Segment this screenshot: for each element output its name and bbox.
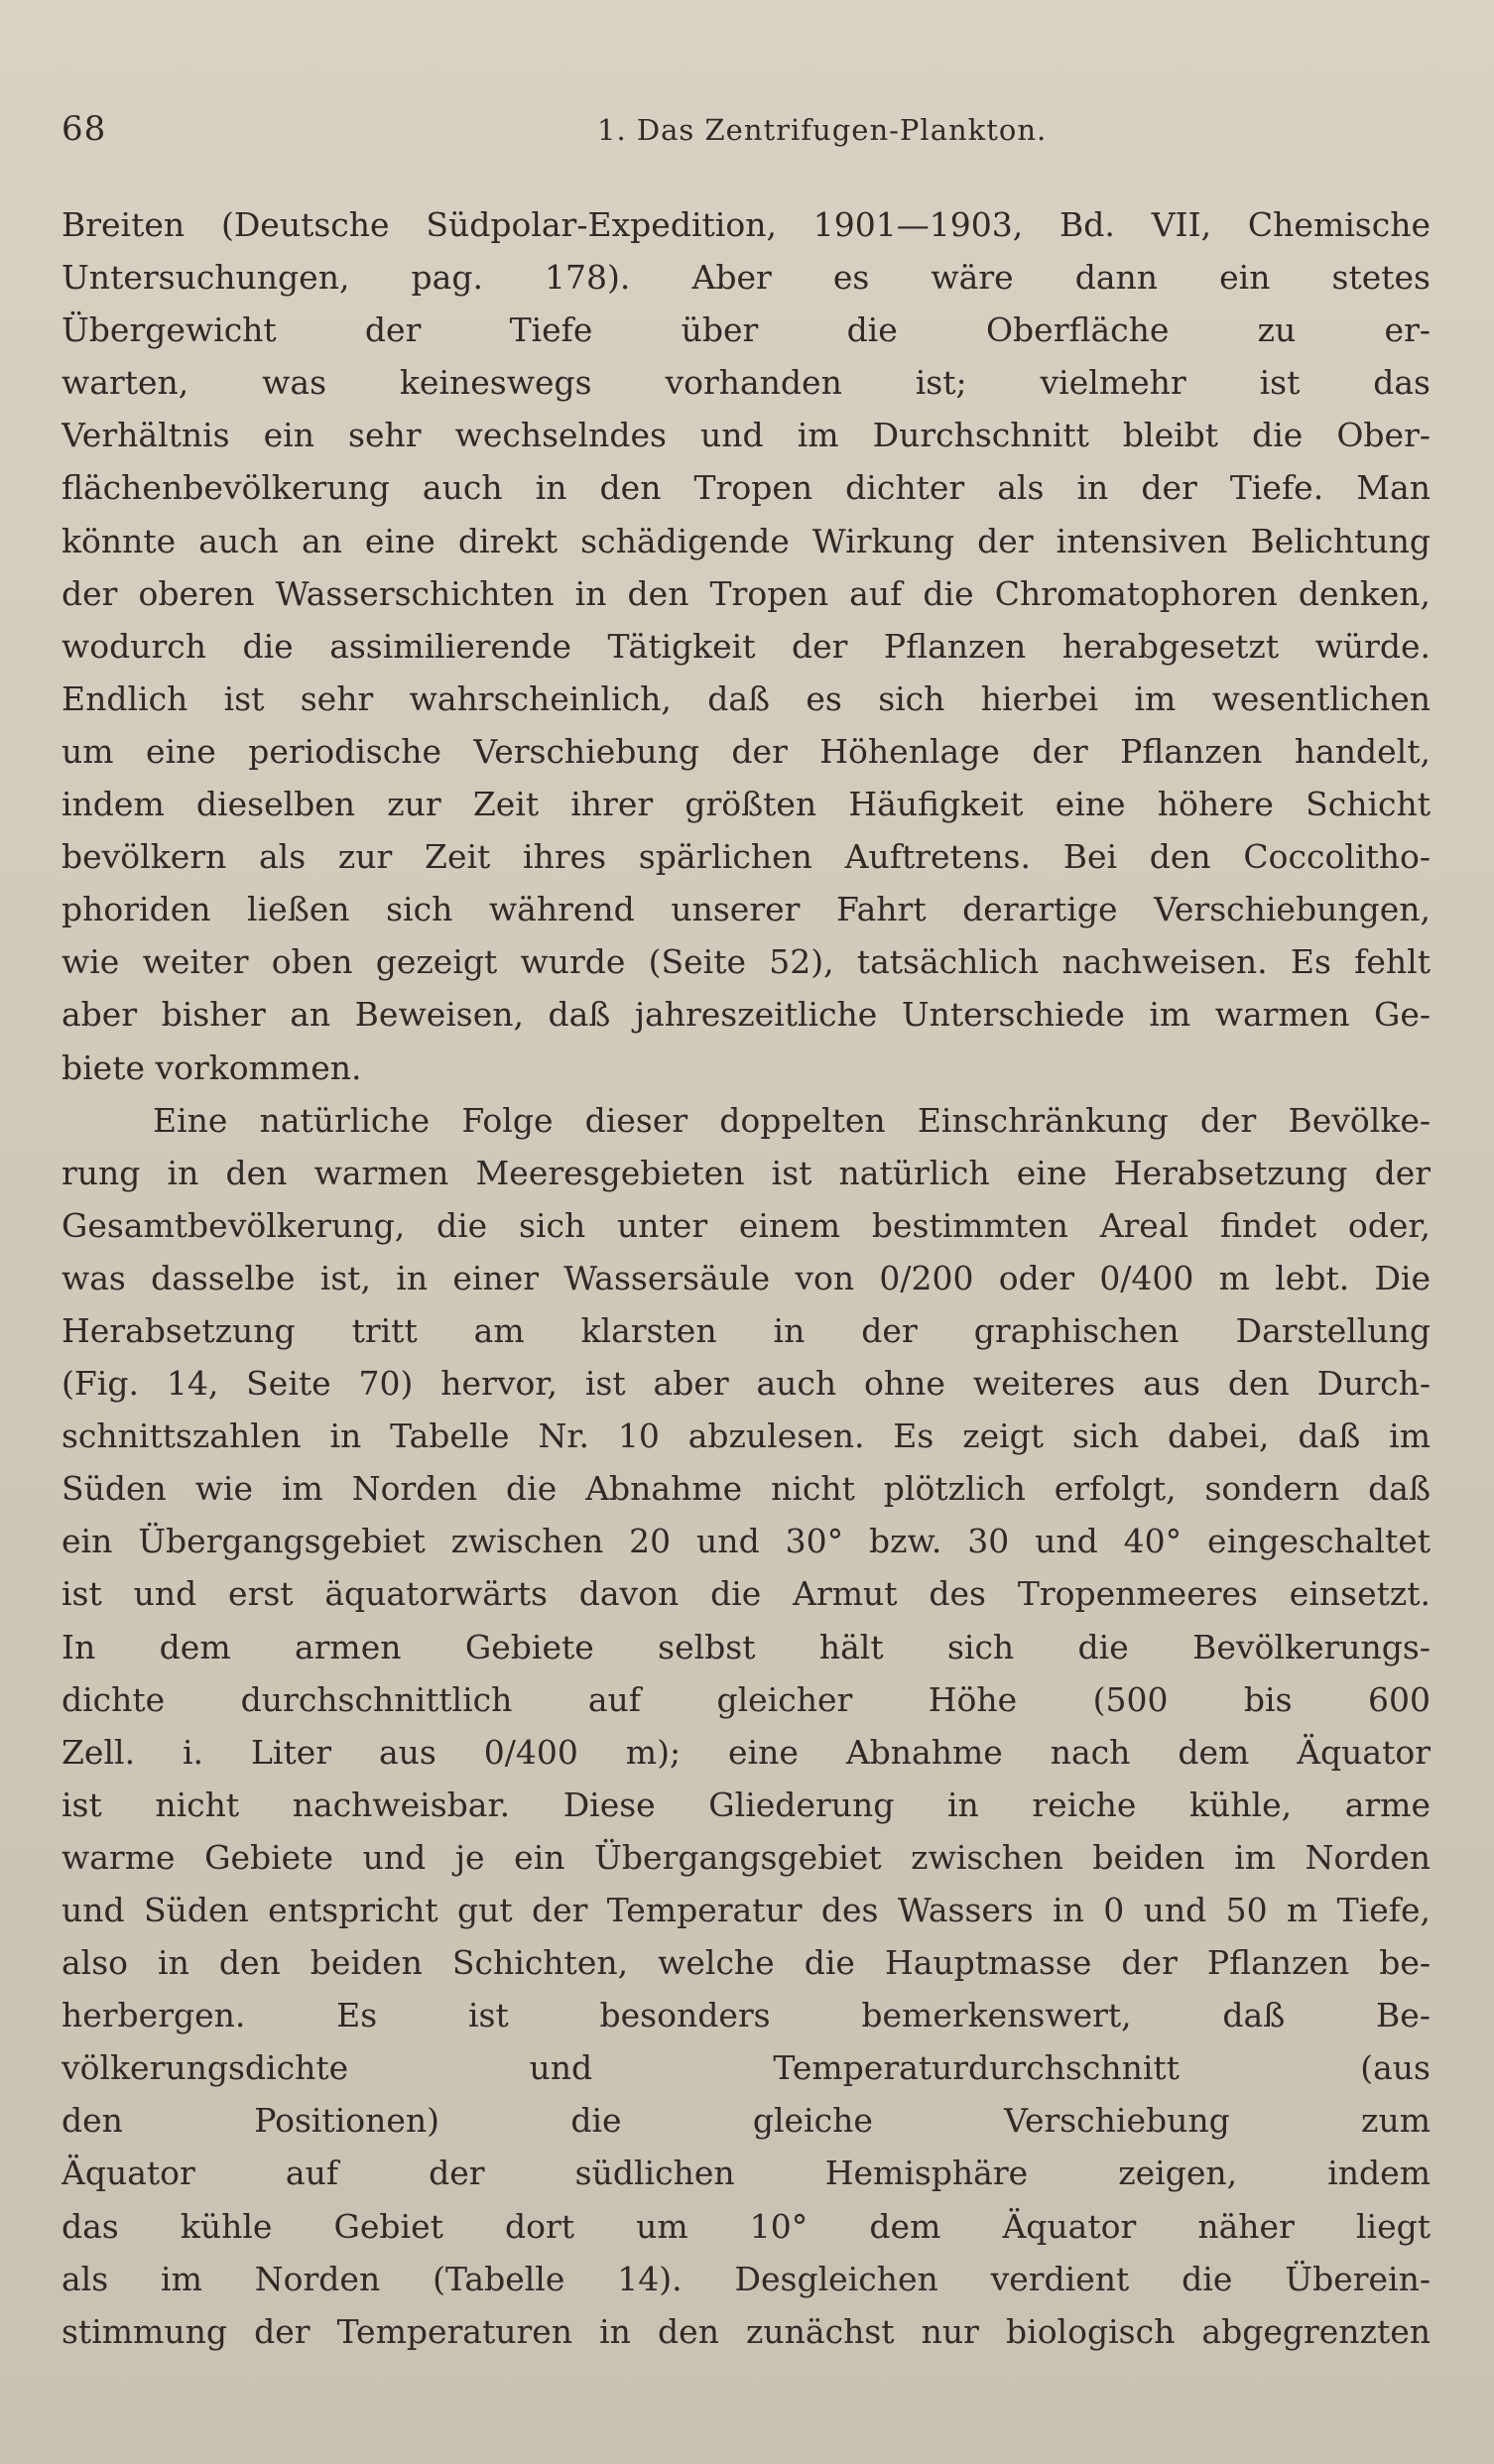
text-line: Verhältnis ein sehr wechselndes und im Durchschnitt bleibt die Ober- (62, 416, 1431, 455)
text-line: flächenbevölkerung auch in den Tropen dichter als in der Tiefe. Man (62, 468, 1431, 508)
page-number: 68 (62, 109, 107, 149)
text-line: ein Übergangsgebiet zwischen 20 und 30° bzw. 30 und 40° eingeschaltet (62, 1522, 1431, 1561)
running-title: 1. Das Zentrifugen-Plankton. (597, 113, 1048, 147)
text-line: rung in den warmen Meeresgebieten ist natürlich eine Herabsetzung der (62, 1153, 1431, 1192)
text-line: den Positionen) die gleiche Verschiebung zum (62, 2101, 1431, 2141)
text-line: Untersuchungen, pag. 178). Aber es wäre dann ein stetes (62, 258, 1431, 298)
text-line: In dem armen Gebiete selbst hält sich die Bevölkerungs- (62, 1627, 1431, 1666)
text-line: warme Gebiete und je ein Übergangsgebiet zwischen beiden im Norden (62, 1837, 1431, 1877)
text-line: als im Norden (Tabelle 14). Desgleichen verdient die Überein- (62, 2259, 1431, 2298)
text-line: phoriden ließen sich während unserer Fahrt derartige Verschiebungen, (62, 890, 1431, 929)
text-line: also in den beiden Schichten, welche die Hauptmasse der Pflanzen be- (62, 1943, 1431, 1983)
paragraph-start-line: Eine natürliche Folge dieser doppelten Einschränkung der Bevölke- (153, 1100, 1431, 1140)
text-line: herbergen. Es ist besonders bemerkenswert, daß Be- (62, 1996, 1431, 2035)
text-line: stimmung der Temperaturen in den zunächst nur biologisch abgegrenzten (62, 2311, 1431, 2351)
text-line: dichte durchschnittlich auf gleicher Höhe (500 bis 600 (62, 1679, 1431, 1719)
text-line: bevölkern als zur Zeit ihres spärlichen Auftretens. Bei den Coccolitho- (62, 837, 1431, 877)
text-line: der oberen Wasserschichten in den Tropen auf die Chromatophoren denken, (62, 573, 1431, 613)
text-line: (Fig. 14, Seite 70) hervor, ist aber auch ohne weiteres aus den Durch- (62, 1364, 1431, 1404)
text-line: wie weiter oben gezeigt wurde (Seite 52), tatsächlich nachweisen. Es fehlt (62, 942, 1431, 982)
text-line: Endlich ist sehr wahrscheinlich, daß es sich hierbei im wesentlichen (62, 678, 1431, 718)
text-line: Herabsetzung tritt am klarsten in der graphischen Darstellung (62, 1310, 1431, 1350)
text-line: Breiten (Deutsche Südpolar-Expedition, 1901—1903, Bd. VII, Chemische (62, 205, 1431, 244)
text-line: ist und erst äquatorwärts davon die Armut des Tropenmeeres einsetzt. (62, 1574, 1431, 1614)
text-line: Übergewicht der Tiefe über die Oberfläche zu er- (62, 310, 1431, 350)
text-line: um eine periodische Verschiebung der Höhenlage der Pflanzen handelt, (62, 731, 1431, 771)
text-line: das kühle Gebiet dort um 10° dem Äquator näher liegt (62, 2206, 1431, 2246)
text-line: Süden wie im Norden die Abnahme nicht plötzlich erfolgt, sondern daß (62, 1469, 1431, 1509)
body-text (62, 198, 1431, 2358)
text-line: Gesamtbevölkerung, die sich unter einem bestimmten Areal findet oder, (62, 1205, 1431, 1245)
text-line: könnte auch an eine direkt schädigende Wirkung der intensiven Belichtung (62, 521, 1431, 560)
text-line: ist nicht nachweisbar. Diese Gliederung in reiche kühle, arme (62, 1785, 1431, 1824)
text-line: indem dieselben zur Zeit ihrer größten Häufigkeit eine höhere Schicht (62, 785, 1431, 824)
text-line: aber bisher an Beweisen, daß jahreszeitliche Unterschiede im warmen Ge- (62, 995, 1431, 1035)
text-line: schnittszahlen in Tabelle Nr. 10 abzulesen. Es zeigt sich dabei, daß im (62, 1417, 1431, 1456)
text-line: warten, was keineswegs vorhanden ist; vielmehr ist das (62, 363, 1431, 403)
text-line: und Süden entspricht gut der Temperatur des Wassers in 0 und 50 m Tiefe, (62, 1891, 1431, 1929)
text-line: völkerungsdichte und Temperaturdurchschnitt (aus (62, 2048, 1431, 2088)
paragraph-end-line: biete vorkommen. (62, 1047, 362, 1087)
text-line: Zell. i. Liter aus 0/400 m); eine Abnahme nach dem Äquator (62, 1732, 1431, 1772)
page-header (62, 109, 1440, 159)
text-line: Äquator auf der südlichen Hemisphäre zeigen, indem (62, 2154, 1431, 2193)
text-line: was dasselbe ist, in einer Wassersäule von 0/200 oder 0/400 m lebt. Die (62, 1258, 1431, 1297)
text-line: wodurch die assimilierende Tätigkeit der Pflanzen herabgesetzt würde. (62, 626, 1431, 666)
